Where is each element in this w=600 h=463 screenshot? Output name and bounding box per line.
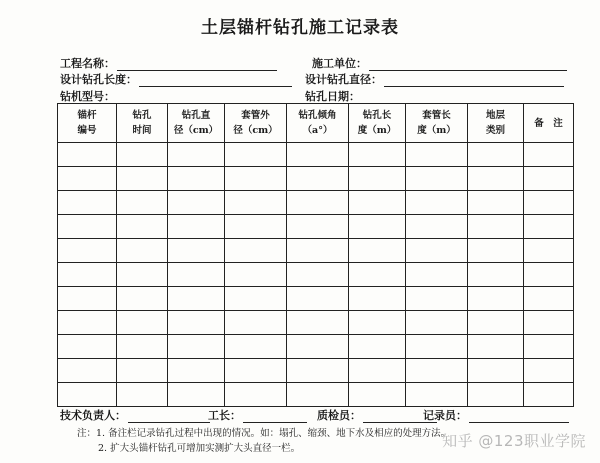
technical-lead-line[interactable] xyxy=(128,411,210,423)
foreman-label: 工长： xyxy=(208,409,241,422)
table-cell[interactable] xyxy=(287,215,349,239)
table-cell[interactable] xyxy=(58,143,117,167)
table-row xyxy=(58,215,574,239)
table-cell[interactable] xyxy=(117,167,168,191)
table-cell[interactable] xyxy=(468,167,524,191)
table-cell[interactable] xyxy=(287,287,349,311)
table-cell[interactable] xyxy=(524,215,574,239)
table-cell[interactable] xyxy=(117,359,168,383)
technical-lead-label: 技术负责人： xyxy=(60,409,126,422)
table-cell[interactable] xyxy=(117,215,168,239)
table-cell[interactable] xyxy=(406,191,468,215)
page-title: 土层锚杆钻孔施工记录表 xyxy=(201,18,399,38)
table-cell[interactable] xyxy=(524,383,574,407)
table-cell[interactable] xyxy=(287,239,349,263)
table-cell[interactable] xyxy=(349,215,406,239)
table-cell[interactable] xyxy=(406,263,468,287)
record-table xyxy=(57,103,574,407)
table-cell[interactable] xyxy=(349,311,406,335)
table-cell[interactable] xyxy=(58,311,117,335)
rig-model-label: 钻机型号： xyxy=(60,90,115,103)
table-cell[interactable] xyxy=(168,359,225,383)
table-cell[interactable] xyxy=(225,263,287,287)
table-cell[interactable] xyxy=(287,167,349,191)
table-cell[interactable] xyxy=(406,359,468,383)
table-cell[interactable] xyxy=(117,335,168,359)
table-cell[interactable] xyxy=(225,359,287,383)
table-cell[interactable] xyxy=(287,359,349,383)
table-cell[interactable] xyxy=(287,335,349,359)
table-row xyxy=(58,383,574,407)
table-cell[interactable] xyxy=(468,215,524,239)
design-diameter-field xyxy=(305,71,564,87)
table-cell[interactable] xyxy=(287,311,349,335)
table-cell[interactable] xyxy=(524,359,574,383)
table-cell[interactable] xyxy=(349,191,406,215)
table-cell[interactable] xyxy=(58,191,117,215)
table-cell[interactable] xyxy=(468,263,524,287)
table-row xyxy=(58,287,574,311)
quality-inspector-label: 质检员： xyxy=(317,409,361,422)
table-cell[interactable] xyxy=(468,335,524,359)
design-length-label: 设计钻孔长度： xyxy=(60,73,137,86)
table-header-row xyxy=(58,104,574,143)
table-cell[interactable] xyxy=(225,239,287,263)
construction-unit-line[interactable] xyxy=(369,59,567,71)
table-cell[interactable] xyxy=(349,239,406,263)
signature-row xyxy=(60,407,580,421)
table-cell[interactable] xyxy=(117,143,168,167)
table-cell[interactable] xyxy=(168,383,225,407)
table-cell[interactable] xyxy=(168,143,225,167)
column-header: 钻孔直 径（cm） xyxy=(168,104,225,143)
recorder-line[interactable] xyxy=(469,411,569,423)
table-cell[interactable] xyxy=(468,239,524,263)
table-cell[interactable] xyxy=(168,287,225,311)
design-diameter-label: 设计钻孔直径： xyxy=(305,73,382,86)
project-name-field xyxy=(60,55,277,71)
table-row xyxy=(58,167,574,191)
design-length-line[interactable] xyxy=(139,75,292,87)
recorder-label: 记录员： xyxy=(423,409,467,422)
watermark: 知乎 @123职业学院 xyxy=(442,432,586,450)
table-cell[interactable] xyxy=(117,311,168,335)
technical-lead-field xyxy=(60,407,210,423)
table-cell[interactable] xyxy=(58,359,117,383)
table-body xyxy=(58,143,574,407)
table-cell[interactable] xyxy=(524,263,574,287)
table-row xyxy=(58,335,574,359)
foreman-line[interactable] xyxy=(243,411,307,423)
design-diameter-line[interactable] xyxy=(384,75,564,87)
construction-unit-label: 施工单位： xyxy=(312,57,367,70)
table-cell[interactable] xyxy=(168,335,225,359)
table-cell[interactable] xyxy=(168,311,225,335)
table-cell[interactable] xyxy=(349,263,406,287)
table-cell[interactable] xyxy=(287,191,349,215)
column-header: 地层 类别 xyxy=(468,104,524,143)
table-cell[interactable] xyxy=(524,287,574,311)
table-cell[interactable] xyxy=(287,263,349,287)
column-header: 钻孔 时间 xyxy=(117,104,168,143)
table-cell[interactable] xyxy=(225,143,287,167)
table-cell[interactable] xyxy=(225,383,287,407)
table-cell[interactable] xyxy=(468,287,524,311)
note-1: 注：1. 备注栏记录钻孔过程中出现的情况。如：塌孔、缩颈、地下水及相应的处理方法。 xyxy=(77,428,451,439)
table-cell[interactable] xyxy=(406,143,468,167)
table-cell[interactable] xyxy=(58,263,117,287)
table-cell[interactable] xyxy=(406,311,468,335)
table-cell[interactable] xyxy=(524,335,574,359)
table-cell[interactable] xyxy=(225,215,287,239)
column-header: 备 注 xyxy=(524,104,574,143)
construction-unit-field xyxy=(312,55,567,71)
table-cell[interactable] xyxy=(349,335,406,359)
table-cell[interactable] xyxy=(468,359,524,383)
table-cell[interactable] xyxy=(287,143,349,167)
table-row xyxy=(58,359,574,383)
table-cell[interactable] xyxy=(58,335,117,359)
table-cell[interactable] xyxy=(524,191,574,215)
project-name-line[interactable] xyxy=(117,59,277,71)
table-cell[interactable] xyxy=(406,335,468,359)
table-cell[interactable] xyxy=(468,143,524,167)
column-header: 套管外 径（cm） xyxy=(225,104,287,143)
table-cell[interactable] xyxy=(349,359,406,383)
table-cell[interactable] xyxy=(168,215,225,239)
table-cell[interactable] xyxy=(225,311,287,335)
table-cell[interactable] xyxy=(406,287,468,311)
drill-date-label: 钻孔日期： xyxy=(305,90,360,103)
table-cell[interactable] xyxy=(468,311,524,335)
column-header: 锚杆 编号 xyxy=(58,104,117,143)
table-cell[interactable] xyxy=(349,167,406,191)
table-cell[interactable] xyxy=(524,311,574,335)
table-cell[interactable] xyxy=(168,191,225,215)
project-name-label: 工程名称： xyxy=(60,57,115,70)
table-cell[interactable] xyxy=(117,191,168,215)
table-cell[interactable] xyxy=(349,287,406,311)
table-cell[interactable] xyxy=(168,263,225,287)
table-cell[interactable] xyxy=(58,215,117,239)
table-cell[interactable] xyxy=(117,263,168,287)
table-cell[interactable] xyxy=(406,239,468,263)
table-cell[interactable] xyxy=(168,239,225,263)
table-row xyxy=(58,143,574,167)
column-header: 套管长 度（m） xyxy=(406,104,468,143)
table-cell[interactable] xyxy=(58,167,117,191)
table-cell[interactable] xyxy=(468,191,524,215)
table-row xyxy=(58,239,574,263)
table-cell[interactable] xyxy=(58,383,117,407)
table-cell[interactable] xyxy=(287,383,349,407)
drill-date-field xyxy=(305,88,562,104)
table-cell[interactable] xyxy=(349,383,406,407)
table-row xyxy=(58,311,574,335)
table-cell[interactable] xyxy=(468,383,524,407)
foreman-field xyxy=(208,407,307,423)
table-cell[interactable] xyxy=(225,167,287,191)
table-cell[interactable] xyxy=(117,239,168,263)
table-cell[interactable] xyxy=(406,383,468,407)
table-cell[interactable] xyxy=(168,167,225,191)
design-length-field xyxy=(60,71,292,87)
table-row xyxy=(58,191,574,215)
table-cell[interactable] xyxy=(406,167,468,191)
recorder-field xyxy=(423,407,569,423)
table-cell[interactable] xyxy=(117,287,168,311)
table-cell[interactable] xyxy=(406,215,468,239)
table-row xyxy=(58,263,574,287)
table-cell[interactable] xyxy=(58,239,117,263)
table-cell[interactable] xyxy=(225,335,287,359)
table-cell[interactable] xyxy=(524,143,574,167)
table-cell[interactable] xyxy=(524,239,574,263)
table-cell[interactable] xyxy=(225,287,287,311)
note-2: 2. 扩大头锚杆钻孔可增加实测扩大头直径一栏。 xyxy=(98,443,301,454)
table-cell[interactable] xyxy=(524,167,574,191)
quality-inspector-field xyxy=(317,407,437,423)
table-cell[interactable] xyxy=(225,191,287,215)
column-header: 钻孔倾角 （a°） xyxy=(287,104,349,143)
table-cell[interactable] xyxy=(349,143,406,167)
table-cell[interactable] xyxy=(58,287,117,311)
column-header: 钻孔长 度（m） xyxy=(349,104,406,143)
table-cell[interactable] xyxy=(117,383,168,407)
rig-model-field xyxy=(60,88,297,104)
